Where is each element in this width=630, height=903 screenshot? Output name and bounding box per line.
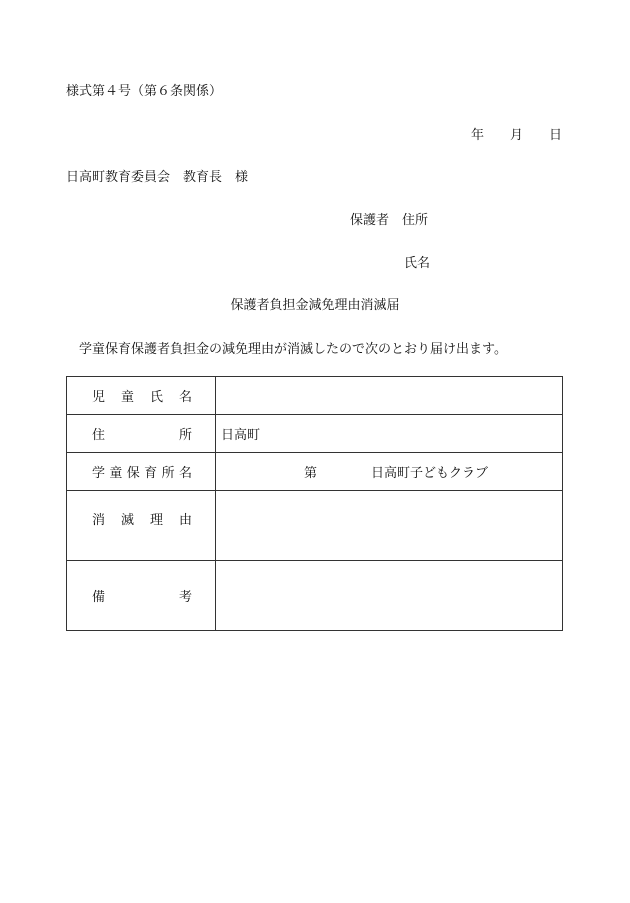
reason-label: 消 滅 理 由: [67, 491, 216, 561]
table-row-reason: [67, 491, 563, 561]
info-table: [66, 376, 563, 631]
addressee: 日高町教育委員会 教育長 様: [66, 170, 249, 185]
table-row-child-name: [67, 377, 563, 415]
child-name-label: 児 童 氏 名: [67, 377, 216, 415]
table-row-address: [67, 415, 563, 453]
remarks-field[interactable]: [216, 561, 563, 631]
reason-field[interactable]: [216, 491, 563, 561]
school-label: 学 童 保 育 所 名: [67, 453, 216, 491]
child-name-field[interactable]: [216, 377, 563, 415]
document-title: 保護者負担金減免理由消滅届: [230, 298, 400, 313]
form-number: 様式第４号（第６条関係）: [66, 84, 223, 99]
date-month-label: 月: [509, 128, 523, 143]
date-year-label: 年: [470, 128, 484, 143]
address-field[interactable]: 日高町: [216, 415, 563, 453]
address-label: 住 所: [67, 415, 216, 453]
school-prefix: 第: [304, 466, 318, 481]
table-row-school: [67, 453, 563, 491]
school-name: 日高町子どもクラブ: [371, 466, 489, 481]
statement-text: 学童保育保護者負担金の減免理由が消滅したので次のとおり届け出ます。: [79, 342, 507, 357]
remarks-label: 備 考: [67, 561, 216, 631]
school-field[interactable]: [216, 453, 563, 491]
date-day-label: 日: [548, 128, 562, 143]
guardian-address-label: 保護者 住所: [350, 213, 429, 228]
table-row-remarks: [67, 561, 563, 631]
date-line: [471, 124, 562, 143]
guardian-name-label: 氏名: [404, 256, 431, 271]
